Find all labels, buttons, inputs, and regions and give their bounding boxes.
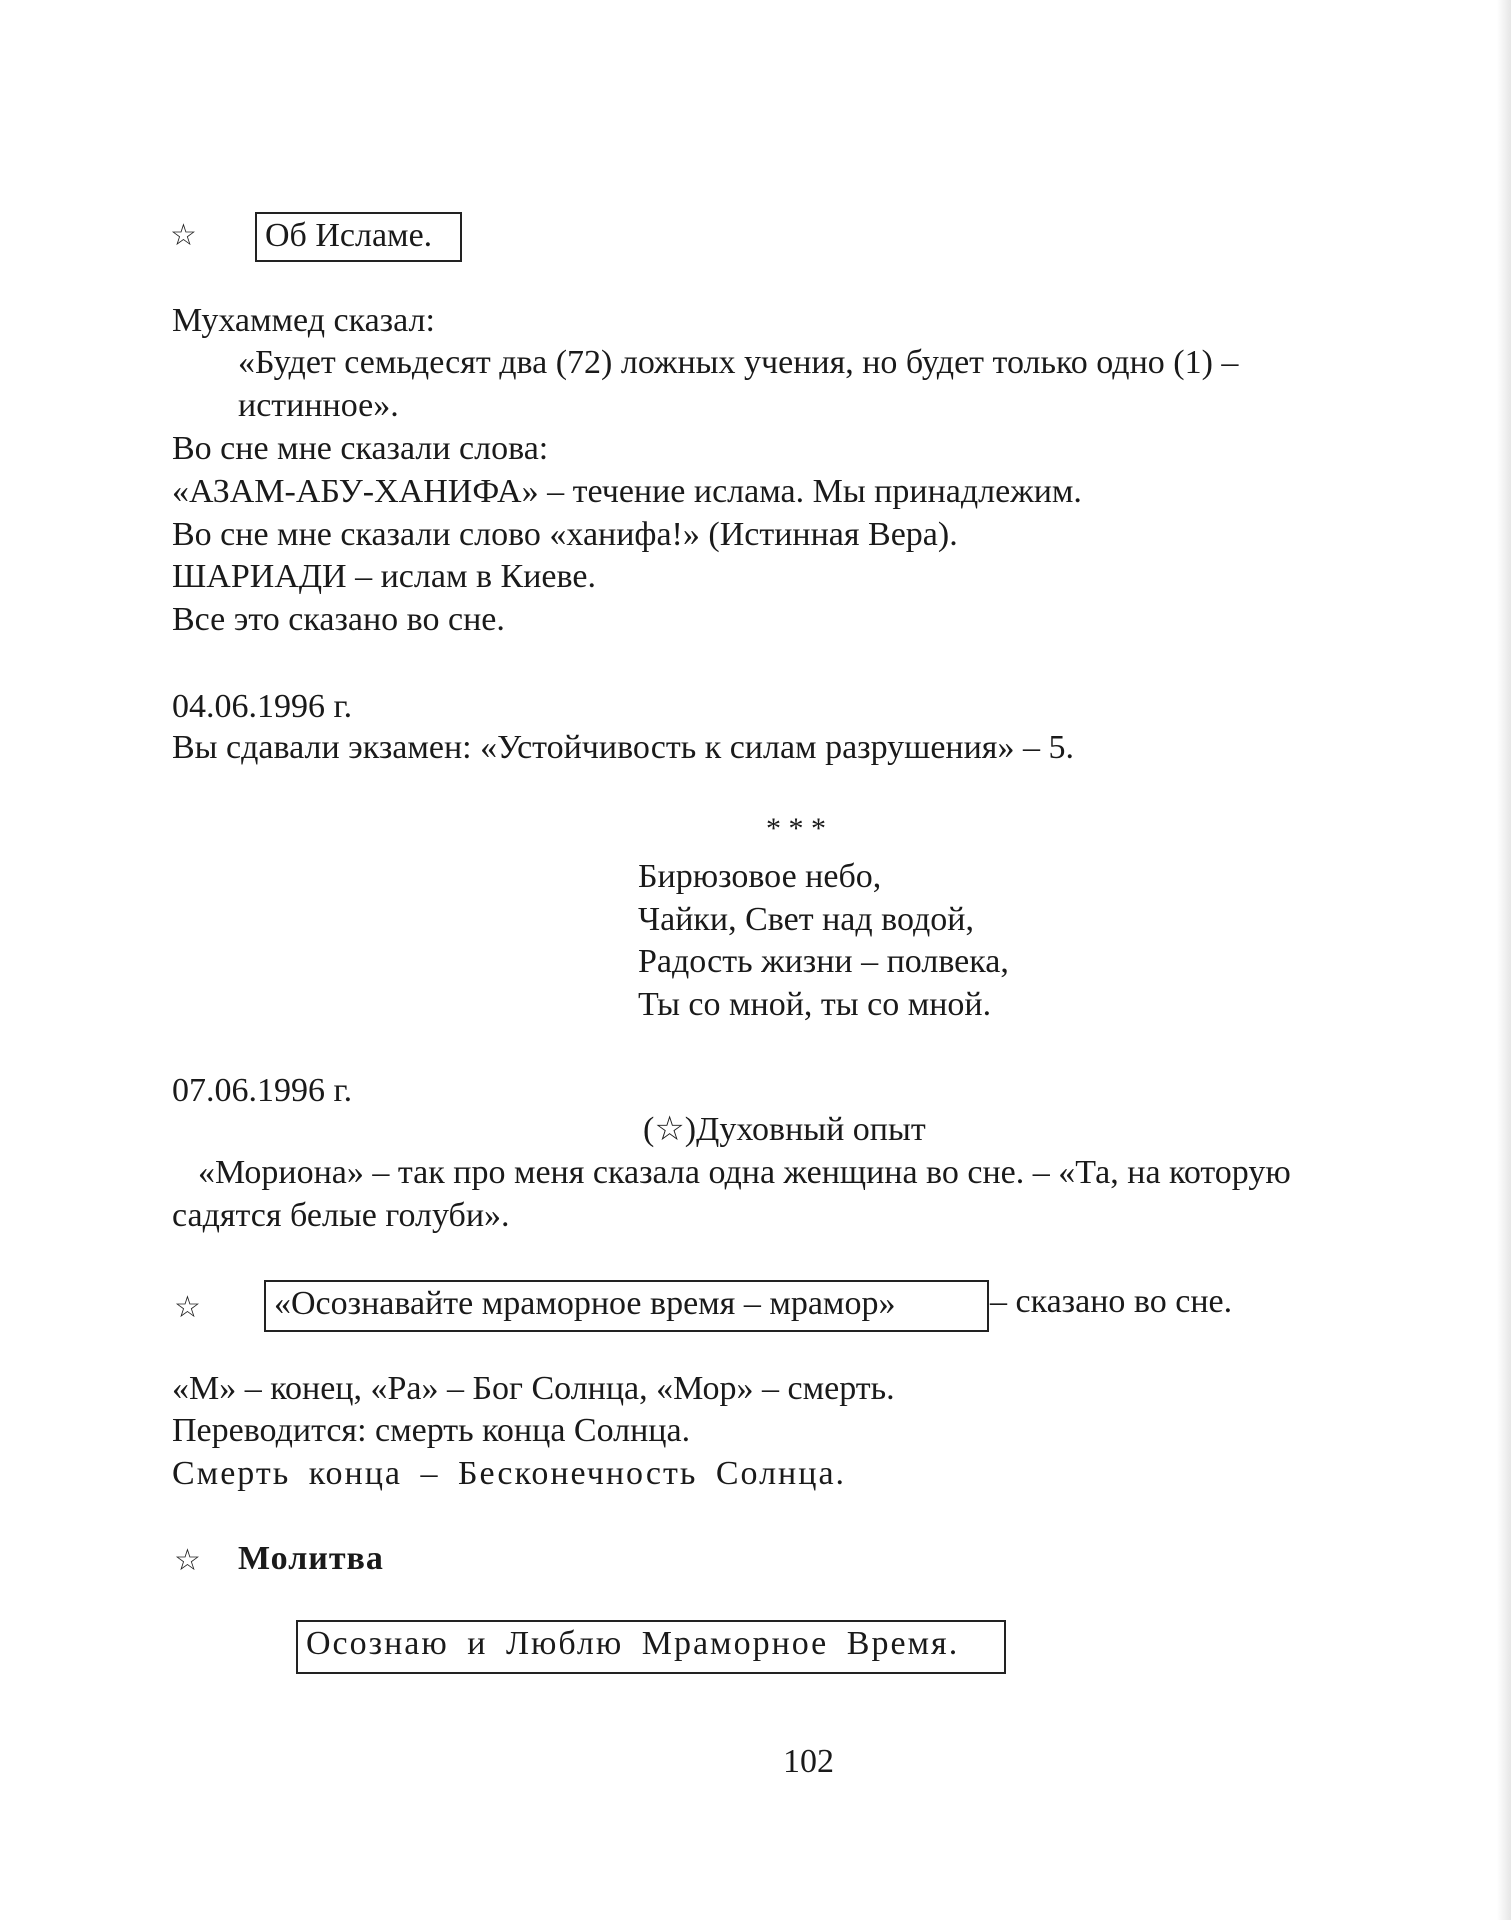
- entry-text: Вы сдавали экзамен: «Устойчивость к силам разрушения» – 5.: [172, 729, 1074, 766]
- text-line: Все это сказано во сне.: [172, 601, 505, 638]
- text-line: Мухаммед сказал:: [172, 302, 435, 339]
- marble-time-suffix: – сказано во сне.: [990, 1283, 1233, 1320]
- text-line: ШАРИАДИ – ислам в Киеве.: [172, 558, 596, 595]
- poem-line: Чайки, Свет над водой,: [638, 901, 974, 938]
- text-line: Переводится: смерть конца Солнца.: [172, 1412, 691, 1449]
- poem-line: Радость жизни – полвека,: [638, 943, 1009, 980]
- section-title-islam: Об Исламе.: [255, 212, 462, 262]
- entry-heading: (☆)Духовный опыт: [643, 1111, 926, 1148]
- poem-line: Ты со мной, ты со мной.: [638, 986, 992, 1023]
- text-line: Во сне мне сказали слово «ханифа!» (Истинная Вера).: [172, 516, 958, 553]
- poem-separator: * * *: [766, 812, 826, 845]
- marble-time-box: «Осознавайте мраморное время – мрамор»: [264, 1280, 989, 1332]
- entry-text: садятся белые голуби».: [172, 1197, 510, 1234]
- star-icon: ☆: [170, 219, 197, 252]
- prayer-heading: Молитва: [238, 1540, 384, 1577]
- page-edge-shadow: [1497, 0, 1511, 1920]
- star-icon: ☆: [174, 1544, 201, 1577]
- text-line: «М» – конец, «Ра» – Бог Солнца, «Мор» – смерть.: [172, 1370, 895, 1407]
- poem-line: Бирюзовое небо,: [638, 858, 882, 895]
- entry-text: «Мориона» – так про меня сказала одна женщина во сне. – «Та, на которую: [198, 1154, 1291, 1191]
- star-icon: ☆: [174, 1291, 201, 1324]
- quote-line: истинное».: [238, 387, 399, 424]
- text-line: «АЗАМ-АБУ-ХАНИФА» – течение ислама. Мы принадлежим.: [172, 473, 1082, 510]
- prayer-box: Осознаю и Люблю Мраморное Время.: [296, 1620, 1006, 1674]
- text-line: Во сне мне сказали слова:: [172, 430, 549, 467]
- entry-date: 04.06.1996 г.: [172, 688, 353, 725]
- entry-date: 07.06.1996 г.: [172, 1072, 353, 1109]
- page-number: 102: [783, 1743, 834, 1780]
- text-line: Смерть конца – Бесконечность Солнца.: [172, 1455, 847, 1492]
- quote-line: «Будет семьдесят два (72) ложных учения, но будет только одно (1) –: [238, 344, 1239, 381]
